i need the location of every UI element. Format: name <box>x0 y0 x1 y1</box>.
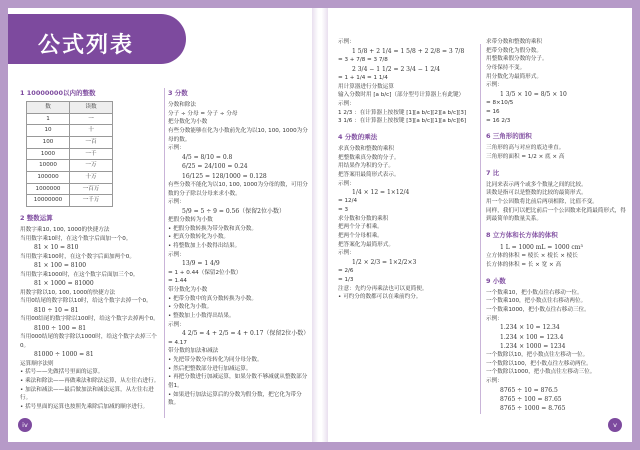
text-line: 一个数除以1000，把小数点往左移动三位。 <box>486 369 596 376</box>
section-9-title: 9 小数 <box>486 276 506 285</box>
text-line: 示例： <box>338 39 355 45</box>
text-line: 把两个分母相乘。 <box>338 233 383 240</box>
text-line: 用结果作为积的分子。 <box>338 163 394 170</box>
text-line: 三角形的面积 = 1/2 × 底 × 高 <box>486 153 565 160</box>
text-line: 带分数化为小数 <box>168 287 208 294</box>
text-line: 81 × 1000 = 81000 <box>34 280 94 288</box>
text-line: = 3 + 7/8 = 3 7/8 <box>338 56 388 63</box>
text-line: 8100 ÷ 100 = 81 <box>34 324 87 332</box>
text-line: = 16 2/3 <box>486 117 511 124</box>
text-line: 把带分数化为假分数。 <box>486 47 542 54</box>
text-line: • 乘法和除法——再做乘法和除法运算，从左往右进行。 <box>20 378 160 385</box>
table-row <box>27 160 113 172</box>
table-row <box>27 148 113 160</box>
text-line: 4/5 = 8/10 = 0.8 <box>182 154 233 161</box>
text-line: 把两个分子相乘。 <box>338 224 383 231</box>
text-line: 运算顺序法则 <box>20 360 54 367</box>
text-line: 一个数乘10，把小数点往右移动一位。 <box>486 289 583 296</box>
page-number-right: v <box>608 418 622 432</box>
text-line: = 1 + 0.44（保留2位小数） <box>168 269 242 276</box>
text-line: 用分数化为最简形式。 <box>486 73 542 80</box>
text-line: 有些分数不能化为以10, 100, 1000为分母的数，可用分数的分子除以分母来求小数。 <box>168 181 308 197</box>
section-6-title: 6 三角形的面积 <box>486 132 532 141</box>
text-line: 81 × 100 = 8100 <box>34 262 87 270</box>
text-line: 长方体的体积 = 长 × 宽 × 高 <box>486 261 562 268</box>
section-2-body <box>20 226 160 412</box>
text-line: = 3 <box>338 207 349 214</box>
table-cell: 10000 <box>27 160 70 172</box>
text-line: 1 2/3 ：在计算器上按按键 [1][a b/c][2][a b/c][3] <box>338 109 467 116</box>
text-line: 读数是指可以是整数的比较的最简形式。 <box>486 190 587 197</box>
text-line: 当用000结尾的数字除以1000时，给这个数字去掉三个0。 <box>20 334 157 349</box>
text-line: 用计算器进行分数运算 <box>338 83 394 90</box>
table-row <box>27 137 113 149</box>
table-header-cell: 数 <box>27 102 70 114</box>
table-cell: 1 <box>27 113 70 125</box>
text-line: 示例： <box>338 250 355 257</box>
left-page <box>8 8 312 442</box>
table-cell: 10000000 <box>27 195 70 207</box>
right-column-2 <box>486 38 626 414</box>
text-line: 示例： <box>338 100 355 107</box>
text-line: 8765 ÷ 1000 = 8.765 <box>500 405 566 413</box>
table-row <box>27 183 113 195</box>
table-cell: 十 <box>70 125 113 137</box>
text-line: = 1.44 <box>168 278 187 285</box>
text-line: 1.234 × 100 = 123.4 <box>500 333 564 341</box>
text-line: 用一个公因数将比前后两项相除，比值不变。 <box>486 198 598 205</box>
fraction-addition-examples <box>338 38 478 126</box>
section-3-body <box>168 101 308 408</box>
section-7-title: 7 比 <box>486 168 500 177</box>
text-line: 示例： <box>168 145 185 152</box>
text-line: • 可约分的数都可以在乘前约分。 <box>338 294 422 301</box>
text-line: • 把真分数转化为小数。 <box>168 234 230 241</box>
text-line: 1.234 × 1000 = 1234 <box>500 342 566 350</box>
place-value-table <box>26 101 113 207</box>
text-line: 1 L = 1000 mL = 1000 cm³ <box>500 243 583 251</box>
text-line: 求真分数和整数的乘积 <box>338 145 394 152</box>
text-line: 1/4 × 12 = 1×12/4 <box>352 189 410 197</box>
text-line: 1/2 × 2/3 = 1×2/2×3 <box>352 259 417 267</box>
text-line: 三角形的高与对应的底边垂直。 <box>486 145 565 152</box>
table-cell: 10 <box>27 125 70 137</box>
text-line: 当用00结尾的数字除以100时，给这个数字去掉两个0。 <box>20 316 159 323</box>
text-line: 示例： <box>486 378 503 385</box>
section-1-title: 1 10000000以内的整数 <box>20 89 96 97</box>
text-line: = 16 <box>486 108 500 115</box>
text-line: 6/25 = 24/100 = 0.24 <box>182 163 248 171</box>
table-cell: 1000 <box>27 148 70 160</box>
text-line: 当用数字乘100时，在这个数字后面加两个0。 <box>20 253 135 260</box>
table-cell: 一千万 <box>70 195 113 207</box>
text-line: • 然后把整数部分进行加减运算。 <box>168 365 252 372</box>
table-cell: 一 <box>70 113 113 125</box>
text-line: 用数字乘10, 100, 1000的快捷方法 <box>20 227 110 234</box>
right-page <box>328 8 632 442</box>
text-line: 1 5/8 + 2 1/4 = 1 5/8 + 2 2/8 = 3 7/8 <box>352 47 465 55</box>
page-number-left: iv <box>18 418 32 432</box>
text-line: 把假分数转为小数 <box>168 217 213 224</box>
table-cell: 十万 <box>70 172 113 184</box>
text-line: 8765 ÷ 10 = 876.5 <box>500 386 558 394</box>
text-line: 81000 ÷ 1000 = 81 <box>34 351 94 359</box>
section-6-body <box>486 144 626 161</box>
text-line: 有些分数能够在化为小数前先化为以10, 100, 1000为分母的数。 <box>168 128 308 143</box>
text-line: = 2/6 <box>338 268 354 275</box>
page-title: 公式列表 <box>38 33 135 58</box>
text-line: 带分数的加法和减法 <box>168 348 219 355</box>
text-line: 3 1/6 ：在计算器上按按键 [3][a b/c][1][a b/c][6] <box>338 118 467 125</box>
text-line: 分母保持不变。 <box>486 64 526 71</box>
text-line: 一个数乘100，把小数点往右移动两位。 <box>486 298 587 305</box>
text-line: 当用0结尾的数字除以10时，给这个数字去掉一个0。 <box>20 298 152 305</box>
text-line: 1.234 × 10 = 12.34 <box>500 324 560 332</box>
text-line: 示例： <box>168 321 185 328</box>
text-line: 13/9 = 1 4/9 <box>182 260 220 268</box>
section-8-body <box>486 243 626 270</box>
table-cell: 一千 <box>70 148 113 160</box>
text-line: = 1 + 1/4 = 1 1/4 <box>338 74 388 81</box>
text-line: 810 ÷ 10 = 81 <box>34 306 79 314</box>
text-line: 示例： <box>486 82 503 89</box>
text-line: 把整数乘真分数的分子。 <box>338 154 400 161</box>
text-line: 16/125 = 128/1000 = 0.128 <box>182 172 267 180</box>
section-9-body <box>486 289 626 414</box>
section-4-title: 4 分数的乘法 <box>338 132 378 141</box>
text-line: 把答案化为最简形式。 <box>338 241 394 248</box>
text-line: • 把带分数中的真分数转换为小数。 <box>168 295 257 302</box>
column-divider <box>164 88 165 418</box>
text-line: • 括号里面的运算也按照先乘除后加减的顺序进行。 <box>20 404 149 410</box>
text-line: 当用数字乘1000时，在这个数字后面加三个0。 <box>20 271 139 278</box>
text-line: 示例： <box>168 199 185 206</box>
text-line: 示例： <box>486 315 503 322</box>
text-line: 比同来表示两个或多个数量之间的比较。 <box>486 181 587 188</box>
text-line: • 加法和减法——最后做加法和减法运算，从左往右进行。 <box>20 386 154 402</box>
table-cell: 一百万 <box>70 183 113 195</box>
text-line: • 先把带分数分母转化为同分母分数。 <box>168 356 263 363</box>
text-line: 输入分数时用 [a b/c]（部分型号计算器上有此键） <box>338 92 465 99</box>
text-line: • 括号——先做括号里面的运算。 <box>20 369 104 376</box>
text-line: 分子 ÷ 分母 = 分子 ÷ 分母 <box>168 110 238 117</box>
text-line: 用数字除以10, 100, 1000的快捷方法 <box>20 289 116 296</box>
text-line: = 4.17 <box>168 339 187 346</box>
text-line: = 8×10/5 <box>486 100 514 107</box>
text-line: 一个数除以100，把小数点往左移动两位。 <box>486 360 592 367</box>
text-line: 把分数化为小数 <box>168 119 208 126</box>
table-cell: 100000 <box>27 172 70 184</box>
section-2-title: 2 整数运算 <box>20 213 53 222</box>
book-gutter <box>312 8 328 442</box>
text-line: 8765 ÷ 100 = 87.65 <box>500 396 562 404</box>
text-line: 把答案用最简形式表示。 <box>338 171 400 178</box>
table-row <box>27 113 113 125</box>
right-column-1 <box>338 38 478 302</box>
mixed-number-multiplication <box>486 38 626 125</box>
left-column-1 <box>20 82 160 412</box>
table-row <box>27 172 113 184</box>
column-divider-right <box>480 44 481 414</box>
table-row <box>27 195 113 207</box>
text-line: • 整数加上小数得出结果。 <box>168 313 235 320</box>
text-line: 一个数除以10，把小数点往左移动一位。 <box>486 352 589 359</box>
text-line: • 再把分数进行加减运算，如果分数不够减就从整数部分借1。 <box>168 374 308 389</box>
title-banner <box>8 14 186 64</box>
text-line: = 1/3 <box>338 277 354 284</box>
text-line: 立方体的体积 = 棱长 × 棱长 × 棱长 <box>486 253 578 260</box>
left-column-2 <box>168 82 308 408</box>
table-header-cell: 读数 <box>70 102 113 114</box>
text-line: = 12/4 <box>338 198 358 205</box>
text-line: • 分数化为小数。 <box>168 304 213 311</box>
section-3-title: 3 分数 <box>168 89 188 97</box>
text-line: 1 3/5 × 10 = 8/5 × 10 <box>500 90 567 98</box>
text-line: 示例： <box>168 251 185 258</box>
table-cell: 一百 <box>70 137 113 149</box>
text-line: 求带分数和整数的乘积 <box>486 39 542 45</box>
text-line: 一个数乘1000，把小数点往右移动三位。 <box>486 306 590 313</box>
table-cell: 1000000 <box>27 183 70 195</box>
text-line: 4 2/5 = 4 + 2/5 = 4 + 0.17（保留2位小数） <box>182 330 310 338</box>
text-line: 同样，我们可以把比前后一个公因数来化简最简形式，得到最简单的数量关系。 <box>486 207 626 223</box>
section-8-title: 8 立方体和长方体的体积 <box>486 230 558 239</box>
text-line: 分数和除法 <box>168 102 196 109</box>
text-line: • 将整数加上小数得出结果。 <box>168 243 241 250</box>
table-cell: 一万 <box>70 160 113 172</box>
section-7-body <box>486 181 626 224</box>
text-line: 求分数和分数的乘积 <box>338 215 389 222</box>
text-line: 示例： <box>338 180 355 187</box>
text-line: 用整数乘假分数的分子。 <box>486 56 548 63</box>
text-line: 当用数字乘10时，在这个数字后面加一个0。 <box>20 235 132 242</box>
section-4-body <box>338 145 478 302</box>
text-line: 2 3/4 − 1 1/2 = 2 3/4 − 1 2/4 <box>352 65 441 73</box>
text-line: • 把假分数转换为带分数和真分数。 <box>168 225 257 232</box>
text-line: • 如果进行加法运算后的分数为假分数，把它化为带分数。 <box>168 391 302 407</box>
table-cell: 100 <box>27 137 70 149</box>
text-line: 81 × 10 = 810 <box>34 244 79 252</box>
text-line: 注意：先约分再乘法也可以更简便。 <box>338 285 428 292</box>
text-line: 5/9 = 5 ÷ 9 = 0.56（保留2位小数） <box>182 207 285 215</box>
table-row <box>27 125 113 137</box>
